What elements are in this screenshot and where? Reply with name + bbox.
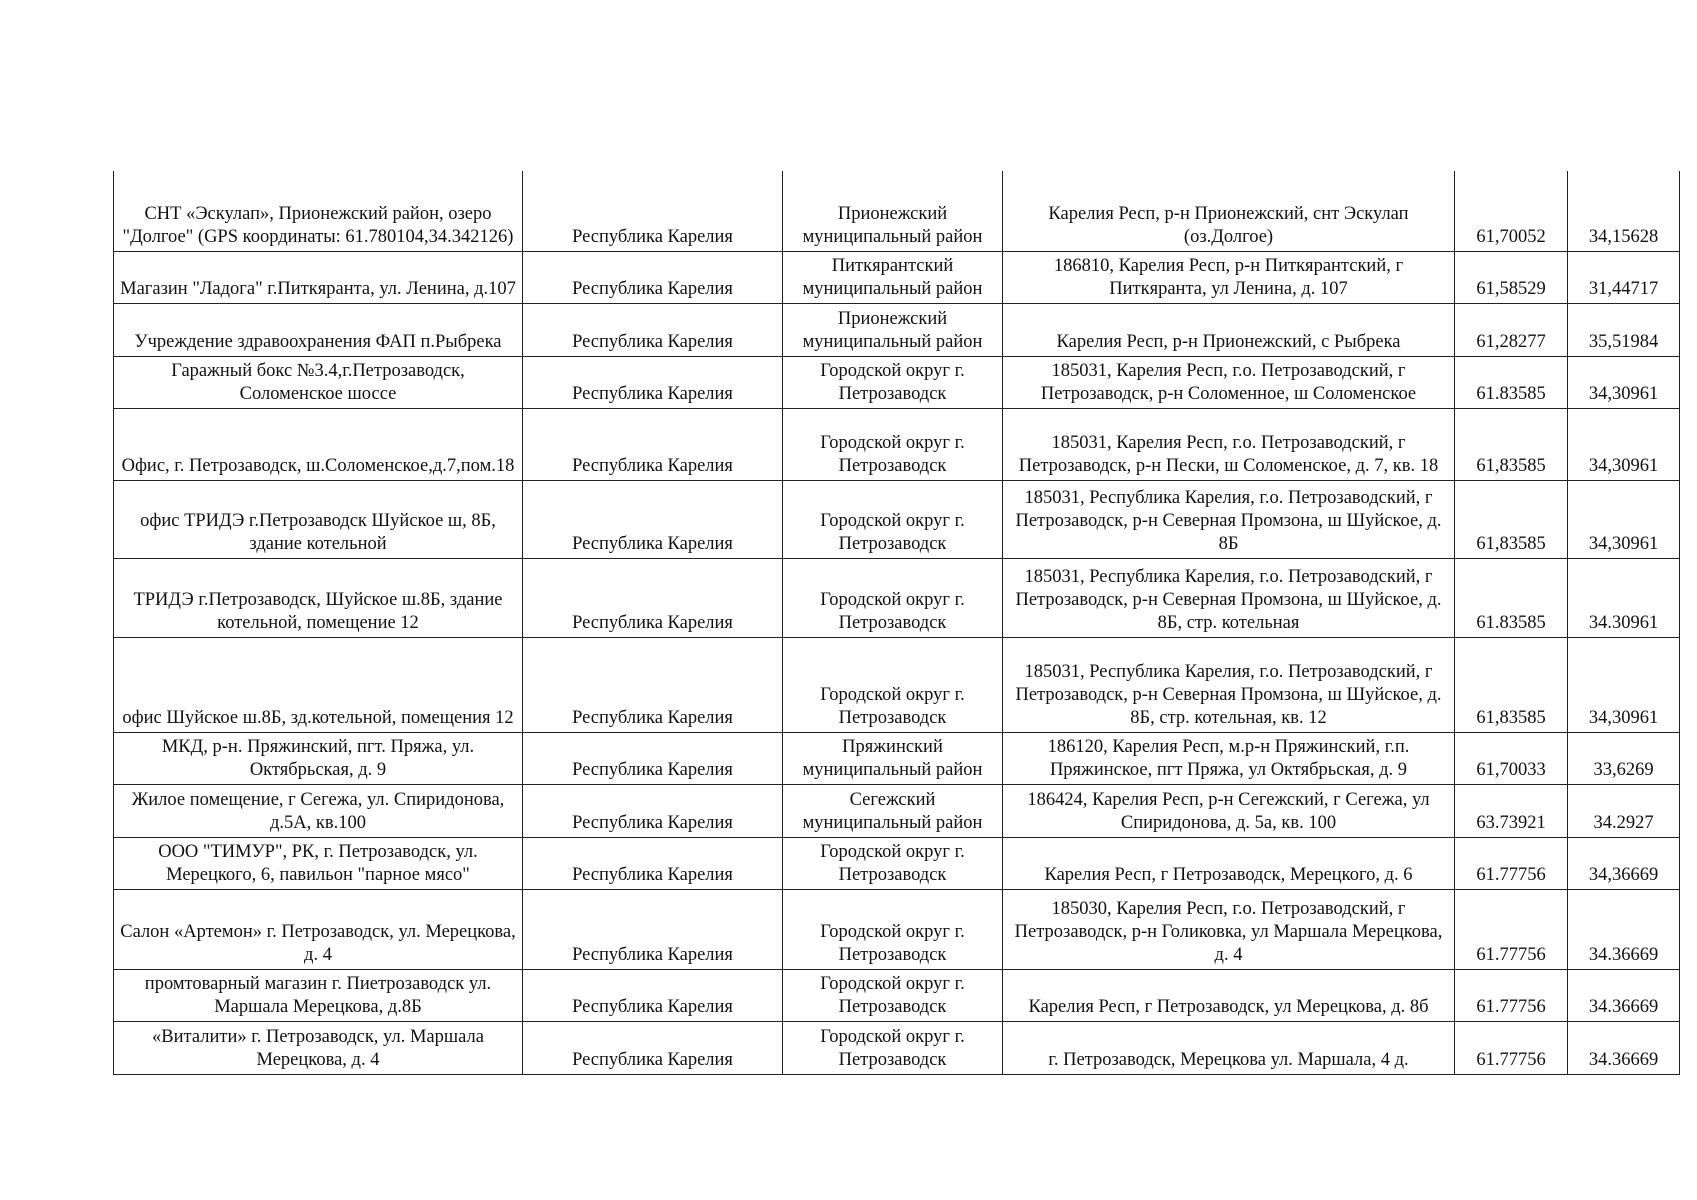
region-cell: Республика Карелия — [523, 408, 783, 480]
region-cell: Республика Карелия — [523, 732, 783, 784]
object-name-cell: Магазин "Ладога" г.Питкяранта, ул. Ленина, д.107 — [114, 251, 523, 303]
object-name-cell: Учреждение здравоохранения ФАП п.Рыбрека — [114, 303, 523, 356]
object-name-cell: Жилое помещение, г Сегежа, ул. Спиридонова, д.5А, кв.100 — [114, 784, 523, 837]
longitude-cell: 35,51984 — [1568, 303, 1680, 356]
latitude-cell: 61,58529 — [1455, 251, 1568, 303]
object-name-cell: Гаражный бокс №3.4,г.Петрозаводск, Соломенское шоссе — [114, 356, 523, 408]
region-cell: Республика Карелия — [523, 784, 783, 837]
longitude-cell: 34,15628 — [1568, 171, 1680, 251]
latitude-cell: 61,83585 — [1455, 408, 1568, 480]
table-row — [114, 969, 1680, 1021]
municipality-cell: Прионежский муниципальный район — [783, 303, 1003, 356]
table-row — [114, 889, 1680, 969]
region-cell: Республика Карелия — [523, 251, 783, 303]
table-row — [114, 408, 1680, 480]
municipality-cell: Городской округ г. Петрозаводск — [783, 889, 1003, 969]
address-cell: Карелия Респ, р-н Прионежский, снт Эскулап (оз.Долгое) — [1003, 171, 1455, 251]
longitude-cell: 33,6269 — [1568, 732, 1680, 784]
longitude-cell: 34.30961 — [1568, 558, 1680, 637]
longitude-cell: 34,30961 — [1568, 356, 1680, 408]
municipality-cell: Городской округ г. Петрозаводск — [783, 356, 1003, 408]
region-cell: Республика Карелия — [523, 303, 783, 356]
object-name-cell: СНТ «Эскулап», Прионежский район, озеро "Долгое" (GPS координаты: 61.780104,34.342126) — [114, 171, 523, 251]
latitude-cell: 61.77756 — [1455, 837, 1568, 889]
table-row — [114, 637, 1680, 732]
latitude-cell: 61.77756 — [1455, 969, 1568, 1021]
object-name-cell: офис ТРИДЭ г.Петрозаводск Шуйское ш, 8Б, здание котельной — [114, 480, 523, 558]
longitude-cell: 34,36669 — [1568, 837, 1680, 889]
municipality-cell: Городской округ г. Петрозаводск — [783, 480, 1003, 558]
address-cell: 186120, Карелия Респ, м.р-н Пряжинский, г.п. Пряжинское, пгт Пряжа, ул Октябрьская, д. 9 — [1003, 732, 1455, 784]
region-cell: Республика Карелия — [523, 1021, 783, 1074]
table-row — [114, 356, 1680, 408]
address-cell: Карелия Респ, г Петрозаводск, ул Мерецкова, д. 8б — [1003, 969, 1455, 1021]
latitude-cell: 61,70033 — [1455, 732, 1568, 784]
object-name-cell: Офис, г. Петрозаводск, ш.Соломенское,д.7,пом.18 — [114, 408, 523, 480]
region-cell: Республика Карелия — [523, 837, 783, 889]
table-row — [114, 303, 1680, 356]
region-cell: Республика Карелия — [523, 356, 783, 408]
object-name-cell: МКД, р-н. Пряжинский, пгт. Пряжа, ул. Октябрьская, д. 9 — [114, 732, 523, 784]
address-cell: 185031, Республика Карелия, г.о. Петрозаводский, г Петрозаводск, р-н Северная Промзона, ш Шуйское, д. 8Б — [1003, 480, 1455, 558]
municipality-cell: Городской округ г. Петрозаводск — [783, 969, 1003, 1021]
region-cell: Республика Карелия — [523, 889, 783, 969]
table-row — [114, 558, 1680, 637]
table-row — [114, 171, 1680, 251]
latitude-cell: 63.73921 — [1455, 784, 1568, 837]
object-name-cell: промтоварный магазин г. Пиетрозаводск ул. Маршала Мерецкова, д.8Б — [114, 969, 523, 1021]
object-name-cell: ТРИДЭ г.Петрозаводск, Шуйское ш.8Б, здание котельной, помещение 12 — [114, 558, 523, 637]
region-cell: Республика Карелия — [523, 558, 783, 637]
municipality-cell: Городской округ г. Петрозаводск — [783, 558, 1003, 637]
address-cell: 185031, Республика Карелия, г.о. Петрозаводский, г Петрозаводск, р-н Северная Промзона, ш Шуйское, д. 8Б, стр. котельная — [1003, 558, 1455, 637]
region-cell: Республика Карелия — [523, 480, 783, 558]
table-row — [114, 480, 1680, 558]
latitude-cell: 61,83585 — [1455, 637, 1568, 732]
address-cell: Карелия Респ, р-н Прионежский, с Рыбрека — [1003, 303, 1455, 356]
municipality-cell: Прионежский муниципальный район — [783, 171, 1003, 251]
object-name-cell: «Виталити» г. Петрозаводск, ул. Маршала Мерецкова, д. 4 — [114, 1021, 523, 1074]
longitude-cell: 34.2927 — [1568, 784, 1680, 837]
latitude-cell: 61.77756 — [1455, 1021, 1568, 1074]
latitude-cell: 61.83585 — [1455, 558, 1568, 637]
address-cell: 185031, Карелия Респ, г.о. Петрозаводский, г Петрозаводск, р-н Пески, ш Соломенское, д. 7, кв. 18 — [1003, 408, 1455, 480]
longitude-cell: 31,44717 — [1568, 251, 1680, 303]
municipality-cell: Городской округ г. Петрозаводск — [783, 637, 1003, 732]
address-cell: Карелия Респ, г Петрозаводск, Мерецкого, д. 6 — [1003, 837, 1455, 889]
longitude-cell: 34,30961 — [1568, 408, 1680, 480]
address-cell: г. Петрозаводск, Мерецкова ул. Маршала, 4 д. — [1003, 1021, 1455, 1074]
locations-table — [113, 171, 1680, 1075]
region-cell: Республика Карелия — [523, 171, 783, 251]
table-row — [114, 784, 1680, 837]
longitude-cell: 34.36669 — [1568, 889, 1680, 969]
object-name-cell: ООО "ТИМУР", РК, г. Петрозаводск, ул. Мерецкого, 6, павильон "парное мясо" — [114, 837, 523, 889]
latitude-cell: 61,70052 — [1455, 171, 1568, 251]
table-row — [114, 837, 1680, 889]
object-name-cell: Салон «Артемон» г. Петрозаводск, ул. Мерецкова, д. 4 — [114, 889, 523, 969]
municipality-cell: Городской округ г. Петрозаводск — [783, 1021, 1003, 1074]
municipality-cell: Питкярантский муниципальный район — [783, 251, 1003, 303]
table-row — [114, 251, 1680, 303]
municipality-cell: Сегежский муниципальный район — [783, 784, 1003, 837]
municipality-cell: Пряжинский муниципальный район — [783, 732, 1003, 784]
address-cell: 186424, Карелия Респ, р-н Сегежский, г Сегежа, ул Спиридонова, д. 5а, кв. 100 — [1003, 784, 1455, 837]
latitude-cell: 61.83585 — [1455, 356, 1568, 408]
region-cell: Республика Карелия — [523, 637, 783, 732]
longitude-cell: 34.36669 — [1568, 1021, 1680, 1074]
longitude-cell: 34,30961 — [1568, 637, 1680, 732]
address-cell: 185030, Карелия Респ, г.о. Петрозаводский, г Петрозаводск, р-н Голиковка, ул Маршала Мерецкова, д. 4 — [1003, 889, 1455, 969]
object-name-cell: офис Шуйское ш.8Б, зд.котельной, помещения 12 — [114, 637, 523, 732]
latitude-cell: 61,83585 — [1455, 480, 1568, 558]
locations-table-body — [114, 171, 1680, 1074]
latitude-cell: 61,28277 — [1455, 303, 1568, 356]
region-cell: Республика Карелия — [523, 969, 783, 1021]
municipality-cell: Городской округ г. Петрозаводск — [783, 408, 1003, 480]
address-cell: 185031, Республика Карелия, г.о. Петрозаводский, г Петрозаводск, р-н Северная Промзона, ш Шуйское, д. 8Б, стр. котельная, кв. 12 — [1003, 637, 1455, 732]
address-cell: 185031, Карелия Респ, г.о. Петрозаводский, г Петрозаводск, р-н Соломенное, ш Соломенское — [1003, 356, 1455, 408]
table-row — [114, 1021, 1680, 1074]
latitude-cell: 61.77756 — [1455, 889, 1568, 969]
table-row — [114, 732, 1680, 784]
address-cell: 186810, Карелия Респ, р-н Питкярантский, г Питкяранта, ул Ленина, д. 107 — [1003, 251, 1455, 303]
longitude-cell: 34.36669 — [1568, 969, 1680, 1021]
municipality-cell: Городской округ г. Петрозаводск — [783, 837, 1003, 889]
longitude-cell: 34,30961 — [1568, 480, 1680, 558]
